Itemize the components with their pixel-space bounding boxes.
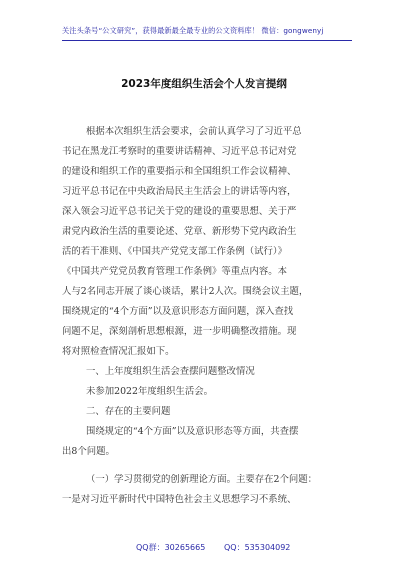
body-line: 深入领会习近平总书记关于党的建设的重要思想、关于严 (62, 206, 297, 217)
body-line: 习近平总书记在中央政治局民主生活会上的讲话等内容， (62, 186, 297, 197)
body-line: 未参加2022年度组织生活会。 (86, 386, 213, 397)
body-line: 《中国共产党党员教育管理工作条例》等重点内容。本 (62, 266, 288, 277)
body-line: 围绕规定的“4个方面”以及意识形态方面问题，深入查找 (62, 306, 294, 317)
footer-qq-contact: QQ：535304092 (224, 543, 291, 552)
header-notice: 关注头条号“公文研究”，获得最新最全最专业的公文资料库！ 微信：gongwenyj (62, 26, 324, 35)
subsection-heading: （一）学习贯彻党的创新理论方面。主要存在2个问题： (86, 474, 317, 485)
section-heading: 一、上年度组织生活会查摆问题整改情况 (86, 366, 255, 377)
body-line: 问题不足，深刻剖析思想根源，进一步明确整改措施。现 (62, 326, 297, 337)
header-divider (62, 40, 352, 41)
body-line: 肃党内政治生活的重要论述、党章、新形势下党内政治生 (62, 226, 297, 237)
body-line: 人与2名同志开展了谈心谈话，累计2人次。围绕会议主题， (62, 286, 309, 297)
body-line: 将对照检查情况汇报如下。 (62, 346, 175, 357)
body-line: 活的若干准则、《中国共产党党支部工作条例（试行）》 (62, 246, 287, 257)
section-heading: 二、存在的主要问题 (86, 406, 171, 417)
body-line: 一是对习近平新时代中国特色社会主义思想学习不系统、 (62, 494, 297, 505)
body-line: 书记在黑龙江考察时的重要讲话精神、习近平总书记对党 (62, 146, 297, 157)
body-line: 的建设和组织工作的重要指示和全国组织工作会议精神、 (62, 166, 297, 177)
body-line: 出8个问题。 (62, 446, 115, 457)
body-line: 根据本次组织生活会要求，会前认真学习了习近平总 (86, 126, 302, 137)
body-line: 围绕规定的“4个方面”以及意识形态等方面，共查摆 (86, 426, 299, 437)
footer-qq-group: QQ群：30265665 (136, 543, 206, 552)
document-title: 2023年度组织生活会个人发言提纲 (121, 78, 287, 90)
